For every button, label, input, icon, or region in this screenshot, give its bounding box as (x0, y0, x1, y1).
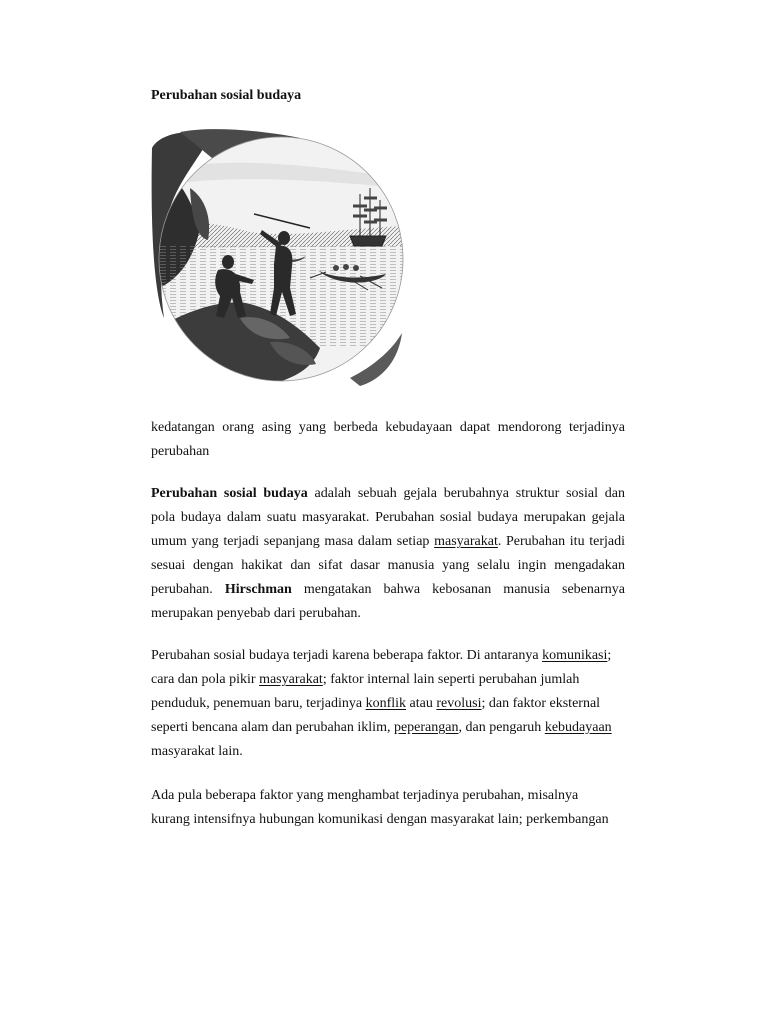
text-span: cara dan pola pikir (151, 672, 260, 687)
text-line (151, 644, 625, 668)
text-span: atau (406, 696, 437, 711)
text-line (151, 716, 625, 740)
engraving-illustration (150, 128, 412, 390)
text-span: , dan pengaruh (458, 720, 545, 735)
text-line: merupakan penyebab dari perubahan. (151, 606, 361, 621)
bold-name: Hirschman (224, 582, 292, 597)
paragraph-definition (151, 482, 625, 626)
link-komunikasi[interactable]: komunikasi (542, 648, 608, 663)
text-span: adalah sebuah gejala berubahnya struktur sosial dan (307, 486, 625, 501)
link-peperangan[interactable]: peperangan (393, 720, 459, 735)
text-line: kurang intensifnya hubungan komunikasi dengan masyarakat lain; perkembangan (151, 812, 609, 827)
text-span: . Perubahan itu terjadi (497, 534, 625, 549)
text-span: seperti bencana alam dan perubahan iklim, (151, 720, 394, 735)
text-span: perubahan. (151, 582, 225, 597)
text-line (151, 530, 625, 554)
link-masyarakat[interactable]: masyarakat (434, 534, 498, 549)
text-line (151, 482, 625, 506)
text-span: Perubahan sosial budaya terjadi karena beberapa faktor. Di antaranya (151, 648, 543, 663)
text-line (151, 578, 625, 602)
figure-caption (151, 416, 625, 464)
text-span: ; faktor internal lain seperti perubahan jumlah (322, 672, 580, 687)
text-line: pola budaya dalam suatu masyarakat. Perubahan sosial budaya merupakan gejala (151, 510, 625, 525)
text-line (151, 692, 625, 716)
bold-term: Perubahan sosial budaya (151, 486, 308, 501)
caption-line: perubahan (151, 444, 210, 459)
text-line: sesuai dengan hakikat dan sifat dasar manusia yang selalu ingin mengadakan (151, 558, 625, 573)
link-masyarakat[interactable]: masyarakat (259, 672, 323, 687)
text-span: umum yang terjadi sepanjang masa dalam setiap (151, 534, 435, 549)
text-line: Ada pula beberapa faktor yang menghambat terjadinya perubahan, misalnya (151, 788, 579, 803)
paragraph-factors (151, 644, 625, 764)
text-span: ; (607, 648, 612, 663)
link-kebudayaan[interactable]: kebudayaan (544, 720, 612, 735)
link-revolusi[interactable]: revolusi (436, 696, 482, 711)
text-line: masyarakat lain. (151, 744, 243, 759)
link-konflik[interactable]: konflik (365, 696, 407, 711)
page-title: Perubahan sosial budaya (151, 88, 302, 103)
caption-line: kedatangan orang asing yang berbeda kebudayaan dapat mendorong terjadinya (151, 420, 625, 435)
text-span: mengatakan bahwa kebosanan manusia sebenarnya (291, 582, 625, 597)
text-span: ; dan faktor eksternal (481, 696, 601, 711)
paragraph-obstacles (151, 784, 625, 832)
text-span: penduduk, penemuan baru, terjadinya (151, 696, 366, 711)
text-line (151, 668, 625, 692)
